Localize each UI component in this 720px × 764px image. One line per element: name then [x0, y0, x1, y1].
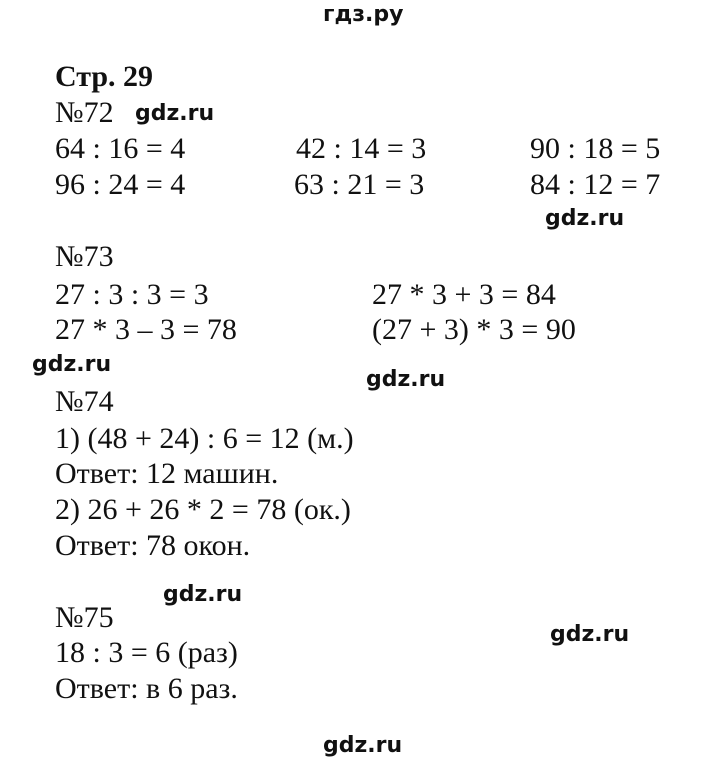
site-header: гдз.ру [323, 2, 404, 27]
task-73-number: №73 [55, 240, 114, 273]
watermark: gdz.ru [366, 367, 446, 392]
task-74-line: Ответ: 12 машин. [55, 457, 279, 490]
task-74-line: 1) (48 + 24) : 6 = 12 (м.) [55, 422, 354, 455]
task-75-line: 18 : 3 = 6 (раз) [55, 636, 238, 669]
task-72-expression: 90 : 18 = 5 [530, 132, 661, 165]
task-75-line: Ответ: в 6 раз. [55, 672, 238, 705]
task-75-number: №75 [55, 601, 114, 634]
task-73-expression: 27 * 3 – 3 = 78 [55, 313, 237, 346]
task-72-expression: 63 : 21 = 3 [294, 168, 425, 201]
watermark: gdz.ru [163, 582, 243, 607]
task-74-line: 2) 26 + 26 * 2 = 78 (ок.) [55, 493, 351, 526]
watermark: gdz.ru [550, 622, 630, 647]
watermark: gdz.ru [323, 733, 403, 758]
task-74-number: №74 [55, 385, 114, 418]
task-72-expression: 96 : 24 = 4 [55, 168, 186, 201]
task-72-expression: 64 : 16 = 4 [55, 132, 186, 165]
task-72-expression: 84 : 12 = 7 [530, 168, 661, 201]
watermark: gdz.ru [32, 352, 112, 377]
task-73-expression: 27 * 3 + 3 = 84 [372, 278, 556, 311]
task-73-expression: 27 : 3 : 3 = 3 [55, 278, 209, 311]
page-title: Стр. 29 [55, 60, 154, 93]
watermark: gdz.ru [135, 101, 215, 126]
task-72-expression: 42 : 14 = 3 [296, 132, 427, 165]
task-74-line: Ответ: 78 окон. [55, 529, 251, 562]
task-73-expression: (27 + 3) * 3 = 90 [372, 313, 576, 346]
watermark: gdz.ru [545, 206, 625, 231]
task-72-number: №72 [55, 96, 114, 129]
